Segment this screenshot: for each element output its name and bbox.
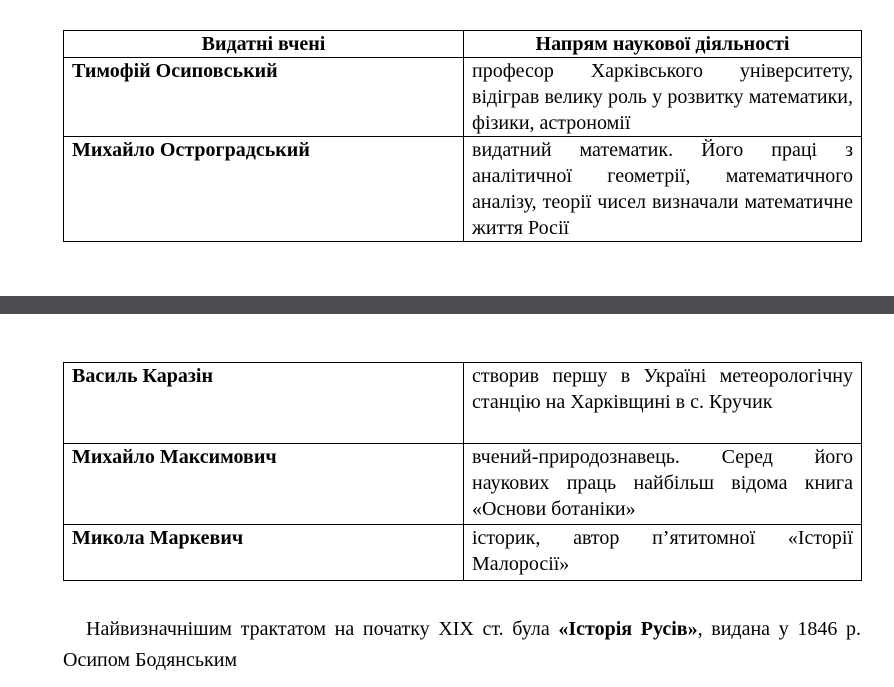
page-separator [0, 296, 894, 314]
scientist-description: вчений-природознавець. Серед його наукових праць найбільш відома книга «Основи ботаніки» [464, 444, 862, 525]
table-header-row [64, 31, 862, 58]
paragraph-text-before: Найвизначнішим трактатом на початку XIX ст. була [86, 618, 559, 640]
table-row [64, 525, 862, 581]
header-field: Напрям наукової діяльності [464, 31, 862, 58]
scientist-description: професор Харківського університету, відіграв велику роль у розвитку математики, фізики, астрономії [464, 58, 862, 137]
scientist-name: Тимофій Осиповський [64, 58, 464, 137]
document-page-top [0, 0, 894, 296]
paragraph-text-after: , видана у 1846 р. Осипом Бодянським [63, 618, 862, 671]
scientists-table-bottom [63, 362, 862, 581]
table-row [64, 363, 862, 444]
scientist-name: Микола Маркевич [64, 525, 464, 581]
scientist-description: історик, автор п’ятитомної «Історії Малоросії» [464, 525, 862, 581]
header-scientists: Видатні вчені [64, 31, 464, 58]
scientist-description: видатний математик. Його праці з аналітичної геометрії, математичного аналізу, теорії чисел визначали математичне життя Росії [464, 137, 862, 242]
scientist-name: Михайло Максимович [64, 444, 464, 525]
table-row [64, 444, 862, 525]
document-page-bottom [0, 314, 894, 687]
table-row [64, 58, 862, 137]
body-paragraph [63, 614, 861, 676]
scientist-name: Василь Каразін [64, 363, 464, 444]
scientist-description: створив першу в Україні метеорологічну станцію на Харківщині в с. Кручик [464, 363, 862, 444]
scientists-table-top [63, 30, 862, 242]
paragraph-bold-title: «Історія Русів» [558, 618, 698, 640]
scientist-name: Михайло Остроградський [64, 137, 464, 242]
table-row [64, 137, 862, 242]
